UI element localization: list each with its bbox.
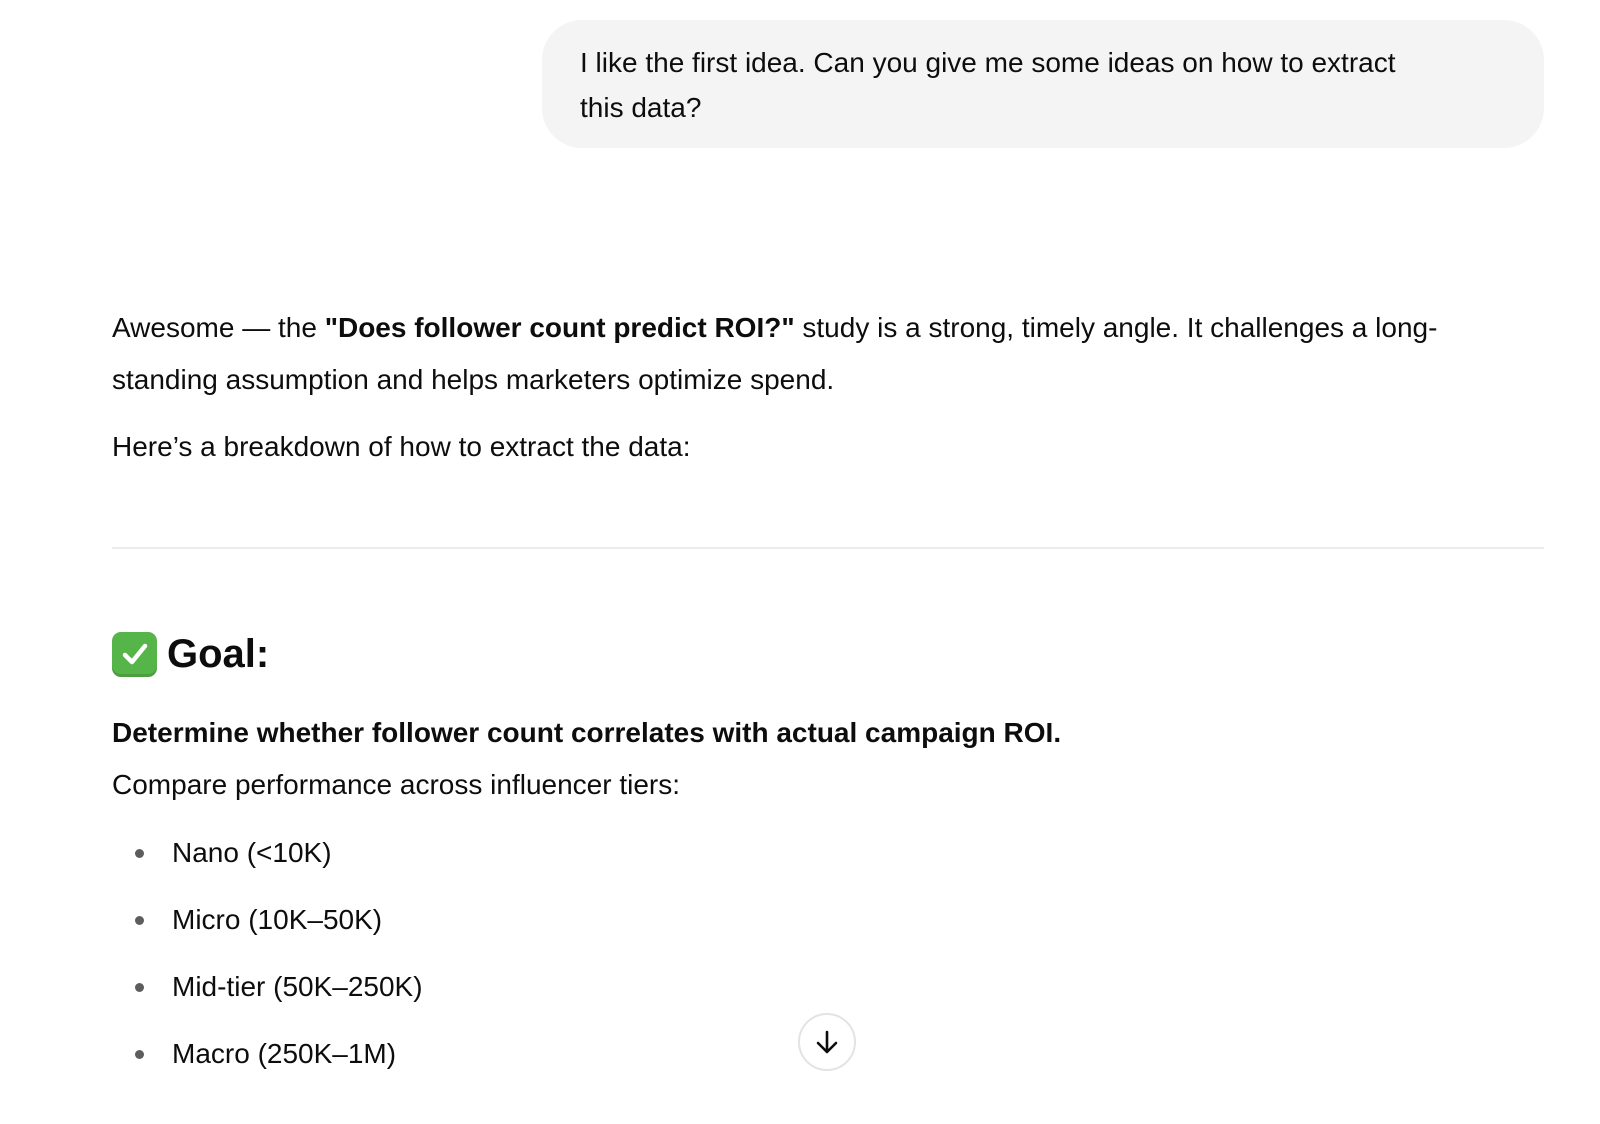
tier-list bbox=[112, 819, 423, 1087]
list-item bbox=[112, 1020, 423, 1087]
goal-heading bbox=[112, 626, 269, 682]
section-divider bbox=[112, 547, 1544, 549]
tier-label: Nano (<10K) bbox=[172, 837, 332, 868]
intro-paragraph-line-2: standing assumption and helps marketers optimize spend. bbox=[112, 364, 835, 395]
bullet-icon bbox=[135, 1050, 144, 1059]
intro-emphasis: "Does follower count predict ROI?" bbox=[324, 312, 795, 343]
goal-statement: Determine whether follower count correlates with actual campaign ROI. bbox=[112, 717, 1062, 748]
bullet-icon bbox=[135, 849, 144, 858]
list-item bbox=[112, 819, 423, 886]
intro-suffix: study is a strong, timely angle. It challenges a long- bbox=[794, 312, 1438, 343]
goal-heading-text: Goal: bbox=[167, 631, 270, 676]
intro-paragraph-line-1 bbox=[112, 302, 1437, 354]
user-message-line-1: I like the first idea. Can you give me some ideas on how to extract bbox=[580, 47, 1396, 78]
arrow-down-icon bbox=[812, 1027, 842, 1057]
tier-label: Micro (10K–50K) bbox=[172, 904, 383, 935]
intro-prefix: Awesome — the bbox=[112, 312, 325, 343]
tier-label: Mid-tier (50K–250K) bbox=[172, 971, 423, 1002]
user-message-line-2: this data? bbox=[580, 92, 702, 123]
compare-label: Compare performance across influencer tiers: bbox=[112, 769, 681, 800]
breakdown-text: Here’s a breakdown of how to extract the data: bbox=[112, 431, 691, 462]
check-mark-icon bbox=[112, 632, 157, 677]
bullet-icon bbox=[135, 916, 144, 925]
scroll-to-bottom-button[interactable] bbox=[798, 1013, 856, 1071]
user-message-bubble bbox=[542, 20, 1544, 148]
bullet-icon bbox=[135, 983, 144, 992]
tier-label: Macro (250K–1M) bbox=[172, 1038, 397, 1069]
list-item bbox=[112, 886, 423, 953]
list-item bbox=[112, 953, 423, 1020]
